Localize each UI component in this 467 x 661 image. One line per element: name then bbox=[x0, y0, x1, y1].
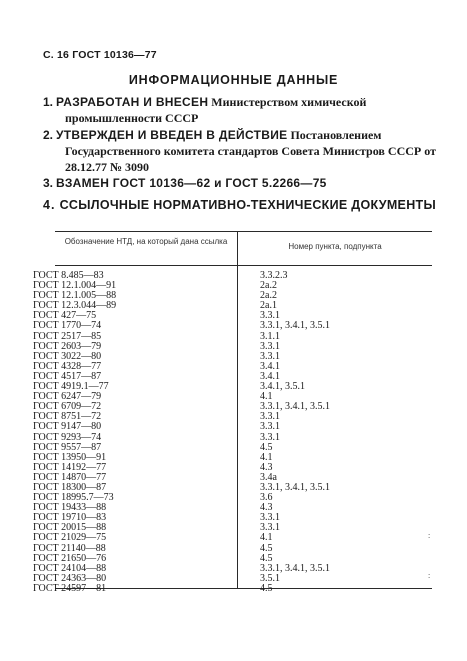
item-number: 3.4.1, 3.5.1 bbox=[260, 381, 305, 393]
column-header-document: Обозначение НТД, на который дана ссылка bbox=[64, 237, 228, 246]
table-row bbox=[33, 370, 432, 382]
page-header: С. 16 ГОСТ 10136—77 bbox=[43, 49, 157, 61]
table-row bbox=[33, 350, 432, 362]
table-row bbox=[33, 572, 432, 584]
document-reference: ГОСТ 9147—80 bbox=[33, 421, 102, 433]
section-3 bbox=[43, 175, 457, 191]
table-body bbox=[33, 270, 432, 594]
document-reference: ГОСТ 24104—88 bbox=[33, 562, 107, 574]
document-reference: ГОСТ 1770—74 bbox=[33, 320, 102, 332]
section-heading: ССЫЛОЧНЫЕ НОРМАТИВНО-ТЕХНИЧЕСКИЕ ДОКУМЕНТЫ bbox=[59, 198, 436, 212]
table-row bbox=[33, 330, 432, 342]
item-number: 2а.1 bbox=[260, 300, 277, 312]
table-row bbox=[33, 381, 432, 393]
table-row bbox=[33, 391, 432, 403]
document-reference: ГОСТ 24597—81 bbox=[33, 582, 107, 594]
item-number: 4.3 bbox=[260, 461, 273, 473]
item-number: 3.3.1, 3.4.1, 3.5.1 bbox=[260, 562, 330, 574]
table-row bbox=[33, 582, 432, 594]
table-row bbox=[33, 542, 432, 554]
section-number: 2. bbox=[43, 128, 54, 142]
section-text: Министерством химической промышленности СССР bbox=[65, 95, 367, 125]
document-reference: ГОСТ 4919.1—77 bbox=[33, 381, 109, 393]
table-row bbox=[33, 411, 432, 423]
document-reference: ГОСТ 21650—76 bbox=[33, 552, 107, 564]
item-number: 3.1.1 bbox=[260, 330, 280, 342]
item-number: 2а.2 bbox=[260, 290, 277, 302]
section-1 bbox=[43, 94, 457, 126]
table-row bbox=[33, 320, 432, 332]
section-number: 1. bbox=[43, 95, 54, 109]
item-number: 3.3.1 bbox=[260, 431, 280, 443]
table-row bbox=[33, 451, 432, 463]
document-reference: ГОСТ 21029—75 bbox=[33, 532, 107, 544]
item-number: 4.5 bbox=[260, 552, 273, 564]
table-row bbox=[33, 492, 432, 504]
margin-mark: : bbox=[428, 571, 431, 580]
table-row bbox=[33, 532, 432, 544]
item-number: 4.5 bbox=[260, 542, 273, 554]
document-reference: ГОСТ 6709—72 bbox=[33, 401, 102, 413]
item-number: 3.4.1 bbox=[260, 370, 280, 382]
document-reference: ГОСТ 12.1.005—88 bbox=[33, 290, 117, 302]
item-number: 3.6 bbox=[260, 492, 273, 504]
item-number: 4.3 bbox=[260, 502, 273, 514]
document-reference: ГОСТ 9557—87 bbox=[33, 441, 102, 453]
document-reference: ГОСТ 2603—79 bbox=[33, 340, 102, 352]
table-row bbox=[33, 431, 432, 443]
item-number: 3.3.1 bbox=[260, 411, 280, 423]
item-number: 3.3.1 bbox=[260, 310, 280, 322]
item-number: 3.4а bbox=[260, 471, 277, 483]
table-row bbox=[33, 552, 432, 564]
section-heading: РАЗРАБОТАН И ВНЕСЕН bbox=[56, 95, 209, 109]
document-reference: ГОСТ 18300—87 bbox=[33, 481, 107, 493]
table-row bbox=[33, 360, 432, 372]
item-number: 4.1 bbox=[260, 451, 273, 463]
item-number: 4.1 bbox=[260, 391, 273, 403]
document-reference: ГОСТ 24363—80 bbox=[33, 572, 107, 584]
section-number: 4. bbox=[43, 198, 56, 212]
document-reference: ГОСТ 4517—87 bbox=[33, 370, 102, 382]
item-number: 3.3.1, 3.4.1, 3.5.1 bbox=[260, 481, 330, 493]
table-header-rule bbox=[55, 265, 432, 266]
document-reference: ГОСТ 13950—91 bbox=[33, 451, 107, 463]
document-reference: ГОСТ 19710—83 bbox=[33, 512, 107, 524]
item-number: 3.3.1 bbox=[260, 522, 280, 534]
table-row bbox=[33, 421, 432, 433]
section-4 bbox=[43, 197, 457, 213]
section-2 bbox=[43, 127, 457, 175]
table-row bbox=[33, 471, 432, 483]
document-reference: ГОСТ 8751—72 bbox=[33, 411, 102, 423]
item-number: 3.4.1 bbox=[260, 360, 280, 372]
item-number: 4.5 bbox=[260, 582, 273, 594]
document-reference: ГОСТ 14870—77 bbox=[33, 471, 107, 483]
document-reference: ГОСТ 12.1.004—91 bbox=[33, 280, 117, 292]
table-row bbox=[33, 562, 432, 574]
document-reference: ГОСТ 3022—80 bbox=[33, 350, 102, 362]
reference-table bbox=[33, 231, 432, 594]
margin-mark: : bbox=[428, 531, 431, 540]
table-row bbox=[33, 310, 432, 322]
item-number: 2а.2 bbox=[260, 280, 277, 292]
item-number: 3.3.1 bbox=[260, 512, 280, 524]
table-row bbox=[33, 441, 432, 453]
table-row bbox=[33, 401, 432, 413]
section-text: Постановлением Государственного комитета стандартов Совета Министров СССР от 28.12.77 № 3090 bbox=[65, 128, 436, 174]
document-reference: ГОСТ 8.485—83 bbox=[33, 270, 104, 281]
document-reference: ГОСТ 4328—77 bbox=[33, 360, 102, 372]
table-row bbox=[33, 461, 432, 473]
section-number: 3. bbox=[43, 176, 54, 190]
document-reference: ГОСТ 427—75 bbox=[33, 310, 97, 322]
table-row bbox=[33, 522, 432, 534]
table-row bbox=[33, 340, 432, 352]
item-number: 3.3.1 bbox=[260, 421, 280, 433]
document-reference: ГОСТ 19433—88 bbox=[33, 502, 107, 514]
table-row bbox=[33, 502, 432, 514]
item-number: 3.3.1 bbox=[260, 350, 280, 362]
document-reference: ГОСТ 2517—85 bbox=[33, 330, 102, 342]
item-number: 3.3.1, 3.4.1, 3.5.1 bbox=[260, 320, 330, 332]
document-reference: ГОСТ 9293—74 bbox=[33, 431, 102, 443]
document-reference: ГОСТ 18995.7—73 bbox=[33, 492, 114, 504]
document-reference: ГОСТ 20015—88 bbox=[33, 522, 107, 534]
item-number: 4.5 bbox=[260, 441, 273, 453]
item-number: 3.3.2.3 bbox=[260, 270, 288, 281]
document-title: ИНФОРМАЦИОННЫЕ ДАННЫЕ bbox=[128, 73, 339, 87]
document-reference: ГОСТ 6247—79 bbox=[33, 391, 102, 403]
table-row bbox=[33, 300, 432, 312]
table-row bbox=[33, 512, 432, 524]
document-reference: ГОСТ 14192—77 bbox=[33, 461, 107, 473]
document-reference: ГОСТ 12.3.044—89 bbox=[33, 300, 117, 312]
item-number: 3.5.1 bbox=[260, 572, 280, 584]
item-number: 4.1 bbox=[260, 532, 273, 544]
section-heading: ВЗАМЕН ГОСТ 10136—62 и ГОСТ 5.2266—75 bbox=[56, 176, 327, 190]
item-number: 3.3.1 bbox=[260, 340, 280, 352]
section-heading: УТВЕРЖДЕН И ВВЕДЕН В ДЕЙСТВИЕ bbox=[56, 128, 288, 142]
table-top-rule bbox=[55, 231, 432, 232]
document-reference: ГОСТ 21140—88 bbox=[33, 542, 106, 554]
item-number: 3.3.1, 3.4.1, 3.5.1 bbox=[260, 401, 330, 413]
column-header-item: Номер пункта, подпункта bbox=[288, 242, 382, 251]
